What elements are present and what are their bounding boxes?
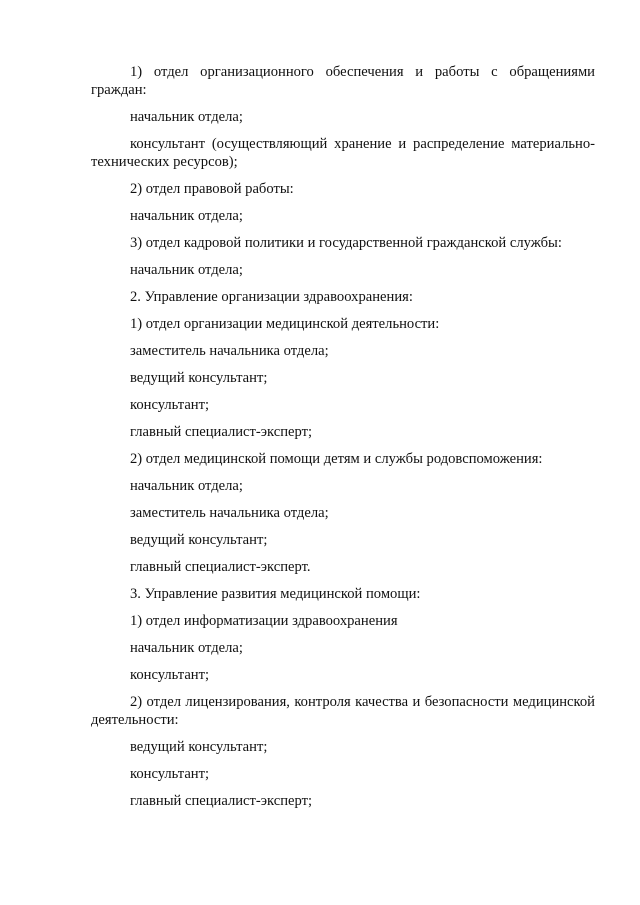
- paragraph-dept-legal: 2) отдел правовой работы:: [130, 181, 294, 197]
- paragraph-dept-informatization: 1) отдел информатизации здравоохранения: [130, 613, 398, 629]
- paragraph-chief-specialist: главный специалист-эксперт;: [130, 793, 313, 809]
- paragraph-deputy-head: заместитель начальника отдела;: [130, 505, 329, 521]
- paragraph-consultant: консультант;: [130, 667, 210, 683]
- paragraph-dept-medical-activity: 1) отдел организации медицинской деятельности:: [130, 316, 440, 332]
- paragraph-dept-child-care: 2) отдел медицинской помощи детям и службы родовспоможения:: [130, 451, 543, 467]
- paragraph-directorate-development: 3. Управление развития медицинской помощи:: [130, 586, 421, 602]
- paragraph-lead-consultant: ведущий консультант;: [130, 370, 268, 386]
- paragraph-deputy-head: заместитель начальника отдела;: [130, 343, 329, 359]
- paragraph-chief-specialist: главный специалист-эксперт.: [130, 559, 311, 575]
- paragraph-dept-org-support: 1) отдел организационного обеспечения и работы с обращениями граждан:: [91, 64, 595, 98]
- paragraph-head-of-dept: начальник отдела;: [130, 640, 243, 656]
- paragraph-lead-consultant: ведущий консультант;: [130, 532, 268, 548]
- paragraph-head-of-dept: начальник отдела;: [130, 208, 243, 224]
- paragraph-head-of-dept: начальник отдела;: [130, 109, 243, 125]
- paragraph-chief-specialist: главный специалист-эксперт;: [130, 424, 313, 440]
- paragraph-dept-hr: 3) отдел кадровой политики и государственной гражданской службы:: [130, 235, 562, 251]
- paragraph-head-of-dept: начальник отдела;: [130, 478, 243, 494]
- paragraph-lead-consultant: ведущий консультант;: [130, 739, 268, 755]
- paragraph-consultant-storage: консультант (осуществляющий хранение и распределение материально-технических ресурсов);: [91, 136, 595, 170]
- paragraph-consultant: консультант;: [130, 397, 210, 413]
- paragraph-consultant: консультант;: [130, 766, 210, 782]
- paragraph-head-of-dept: начальник отдела;: [130, 262, 243, 278]
- document-body: [91, 63, 595, 819]
- paragraph-dept-licensing: 2) отдел лицензирования, контроля качества и безопасности медицинской деятельности:: [91, 694, 595, 728]
- paragraph-directorate-health-org: 2. Управление организации здравоохранения:: [130, 289, 413, 305]
